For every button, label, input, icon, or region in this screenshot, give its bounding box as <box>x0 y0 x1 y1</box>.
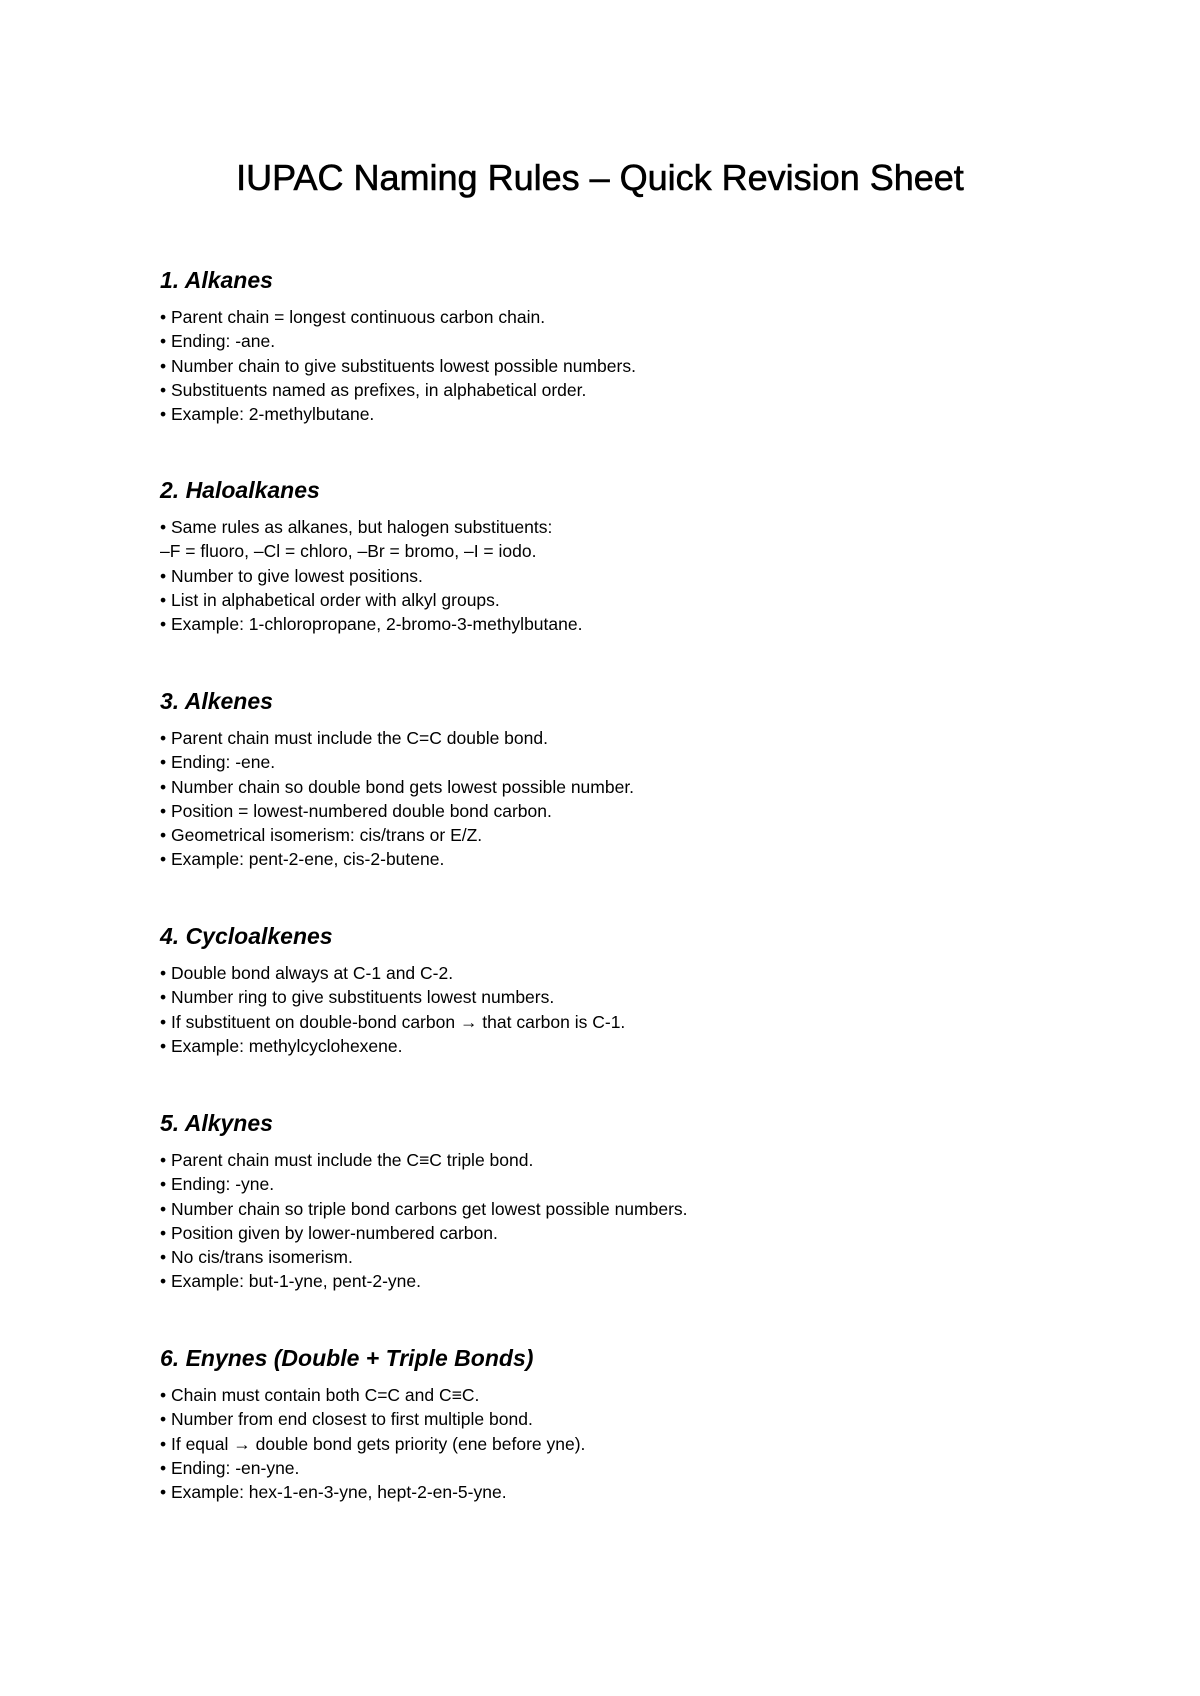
section-heading: 2. Haloalkanes <box>160 477 320 503</box>
rule-line: –F = fluoro, –Cl = chloro, –Br = bromo, –I = iodo. <box>160 541 537 562</box>
rule-line: • Example: but-1-yne, pent-2-yne. <box>160 1271 421 1292</box>
rule-line: • Number chain so double bond gets lowest possible number. <box>160 776 635 797</box>
rule-line: • Number ring to give substituents lowest numbers. <box>160 987 555 1008</box>
section-alkanes <box>160 265 1120 426</box>
rule-line: • No cis/trans isomerism. <box>160 1247 353 1268</box>
rule-line: • Parent chain must include the C≡C triple bond. <box>160 1150 534 1170</box>
rule-line: • If equal → double bond gets priority (ene before yne). <box>160 1433 586 1454</box>
rule-line: • Example: 1-chloropropane, 2-bromo-3-methylbutane. <box>160 614 583 635</box>
rule-line: • Example: hex-1-en-3-yne, hept-2-en-5-yne. <box>160 1482 507 1503</box>
rule-line: • Ending: -yne. <box>160 1174 275 1195</box>
rule-line: • Number from end closest to first multiple bond. <box>160 1409 533 1430</box>
rule-line: • Parent chain = longest continuous carbon chain. <box>160 307 546 327</box>
rule-line: • Ending: -ene. <box>160 752 276 773</box>
section-alkenes <box>160 686 1120 872</box>
rule-list <box>160 305 1120 426</box>
rule-line: • Position given by lower-numbered carbon. <box>160 1222 498 1243</box>
rule-list <box>160 961 1120 1058</box>
rule-line: • Substituents named as prefixes, in alphabetical order. <box>160 379 587 400</box>
rule-line: • Ending: -ane. <box>160 331 276 352</box>
rule-line: • Same rules as alkanes, but halogen substituents: <box>160 517 553 537</box>
section-enynes <box>160 1343 1120 1504</box>
rule-line: • List in alphabetical order with alkyl groups. <box>160 589 500 610</box>
rule-line: • Position = lowest-numbered double bond carbon. <box>160 800 552 821</box>
section-heading: 1. Alkanes <box>160 267 273 293</box>
rule-line: • Geometrical isomerism: cis/trans or E/Z. <box>160 825 483 846</box>
rule-list <box>160 1148 1120 1294</box>
rule-line: • Number to give lowest positions. <box>160 565 423 586</box>
rule-line: • Number chain to give substituents lowest possible numbers. <box>160 355 636 376</box>
rule-line: • Number chain so triple bond carbons get lowest possible numbers. <box>160 1198 688 1219</box>
rule-line: • Parent chain must include the C=C double bond. <box>160 728 548 748</box>
section-alkynes <box>160 1108 1120 1294</box>
rule-line: • If substituent on double-bond carbon → that carbon is C-1. <box>160 1011 626 1032</box>
page-title: IUPAC Naming Rules – Quick Revision Sheet <box>236 157 964 198</box>
rule-list <box>160 1383 1120 1504</box>
section-heading: 4. Cycloalkenes <box>160 923 333 949</box>
rule-line: • Double bond always at C-1 and C-2. <box>160 963 454 983</box>
rule-line: • Example: pent-2-ene, cis-2-butene. <box>160 849 445 870</box>
section-heading: 6. Enynes (Double + Triple Bonds) <box>160 1345 534 1371</box>
rule-line: • Example: methylcyclohexene. <box>160 1035 403 1056</box>
rule-line: • Example: 2-methylbutane. <box>160 404 375 425</box>
rule-line: • Ending: -en-yne. <box>160 1457 300 1478</box>
section-cycloalkenes <box>160 921 1120 1058</box>
section-heading: 3. Alkenes <box>160 688 273 714</box>
rule-list <box>160 726 1120 872</box>
rule-line: • Chain must contain both C=C and C≡C. <box>160 1385 480 1405</box>
section-heading: 5. Alkynes <box>160 1110 273 1136</box>
section-haloalkanes <box>160 475 1120 636</box>
rule-list <box>160 515 1120 636</box>
